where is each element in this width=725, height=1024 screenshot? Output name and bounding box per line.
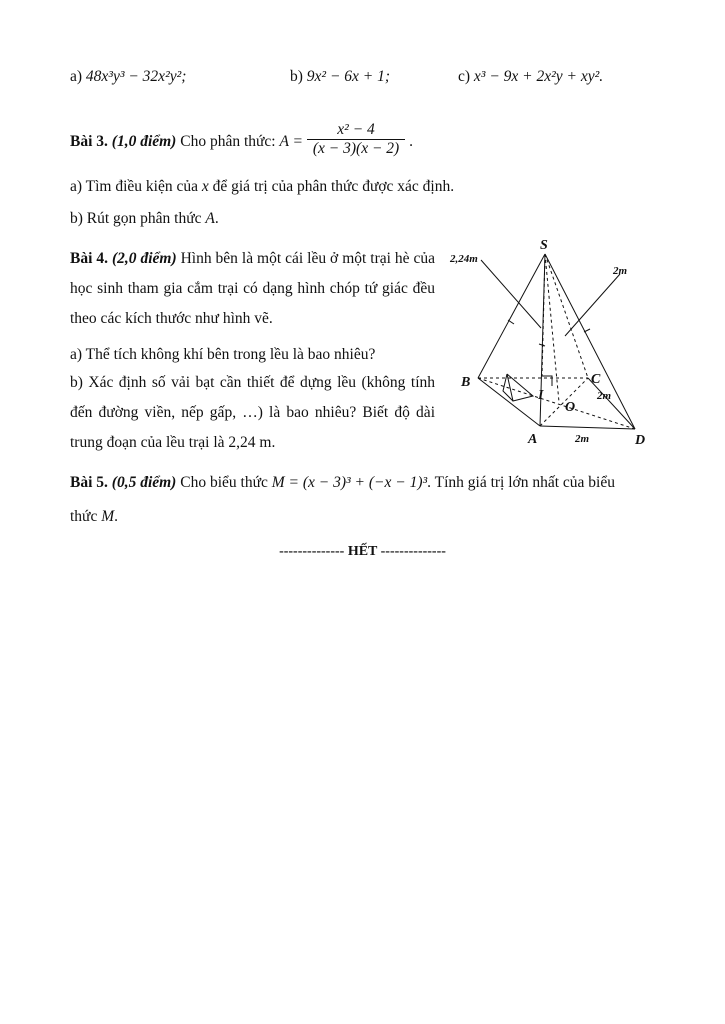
bai3-tail: . xyxy=(409,133,413,151)
exercise-b xyxy=(290,68,390,86)
exercise-b-label: b) xyxy=(290,68,303,85)
base-cd-label: 2m xyxy=(597,390,612,402)
exercise-c-expression: x³ − 9x + 2x²y + xy². xyxy=(473,68,604,85)
bai5-points: (0,5 điểm) xyxy=(111,474,177,491)
exercise-a-expression: 48x³y³ − 32x²y²; xyxy=(85,68,187,85)
point-I-label: I xyxy=(538,388,544,403)
vertex-C-label: C xyxy=(591,372,601,387)
slant-height-label: 2,24m xyxy=(450,253,478,265)
bai3-part-b xyxy=(70,210,219,228)
edge-AD xyxy=(540,426,635,429)
exercise-a-label: a) xyxy=(70,68,83,85)
bai3-points: (1,0 điểm) xyxy=(111,133,177,151)
bai3-heading xyxy=(70,121,413,161)
bai5-line2-var: M xyxy=(101,508,115,525)
edge-SD xyxy=(545,254,635,429)
base-ad-label: 2m xyxy=(575,433,590,445)
edge-SC-hidden xyxy=(545,254,588,378)
bai5-title: Bài 5. xyxy=(70,474,108,491)
bai4-part-a: a) Thể tích không khí bên trong lều là bao nhiêu? xyxy=(70,346,376,363)
tick-mark xyxy=(508,320,514,324)
pointer-height xyxy=(565,274,620,336)
bai3-part-b-var: A xyxy=(205,210,215,227)
height-label: 2m xyxy=(613,265,628,277)
vertex-S-label: S xyxy=(540,238,548,253)
bai5-line2 xyxy=(70,508,118,526)
pyramid-tent-figure xyxy=(445,236,670,456)
bai5-tail: . Tính giá trị lớn nhất của biểu xyxy=(427,474,615,491)
point-O-label: O xyxy=(565,400,576,415)
edge-SB xyxy=(478,254,545,378)
exercise-c xyxy=(458,68,603,86)
bai3-part-a-prefix: a) Tìm điều kiện của xyxy=(70,178,198,195)
bai3-title: Bài 3. xyxy=(70,133,108,151)
bai3-numerator: x² − 4 xyxy=(307,121,405,140)
bai4-title: Bài 4. xyxy=(70,250,108,267)
bai3-part-a-var: x xyxy=(201,178,209,195)
vertex-B-label: B xyxy=(461,375,471,390)
bai3-part-a xyxy=(70,178,454,196)
bai4-intro xyxy=(70,244,435,334)
bai3-part-a-suffix: để giá trị của phân thức được xác định. xyxy=(212,178,455,195)
bai3-fraction xyxy=(307,121,405,158)
bai5-line1 xyxy=(70,474,615,492)
bai3-part-b-suffix: . xyxy=(214,210,219,227)
bai4-part-b: b) Xác định số vải bạt cần thiết để dựng lều (không tính đến đường viền, nếp gấp, …) là bao nhiêu? Biết độ dài trung đoạn của lều trại là 2,24 m. xyxy=(70,374,435,451)
slant-SI xyxy=(542,254,545,376)
exercise-b-expression: 9x² − 6x + 1; xyxy=(306,68,391,85)
diag-AC xyxy=(540,378,588,426)
bai4-points: (2,0 điểm) xyxy=(111,250,177,267)
end-marker: -------------- HẾT -------------- xyxy=(279,544,446,559)
bai5-line2-suffix: . xyxy=(114,508,119,525)
bai5-lead: Cho biểu thức xyxy=(180,474,268,491)
bai3-lead: Cho phân thức: xyxy=(180,133,276,151)
bai5-expression: M = (x − 3)³ + (−x − 1)³ xyxy=(271,474,428,491)
vertex-A-label: A xyxy=(528,432,538,447)
exercise-c-label: c) xyxy=(458,68,471,85)
bai5-line2-prefix: thức xyxy=(70,508,98,525)
bai3-part-b-prefix: b) Rút gọn phân thức xyxy=(70,210,202,227)
vertex-D-label: D xyxy=(635,433,646,448)
bai3-lhs: A = xyxy=(279,133,304,151)
exercise-a xyxy=(70,68,186,86)
bai3-denominator: (x − 3)(x − 2) xyxy=(312,140,400,157)
bai4-intro-text: Hình bên là một cái lều ở một trại hè của học sinh tham gia cắm trại có dạng hình chóp tứ giác đều theo các kích thước như hình vẽ. xyxy=(70,250,435,327)
